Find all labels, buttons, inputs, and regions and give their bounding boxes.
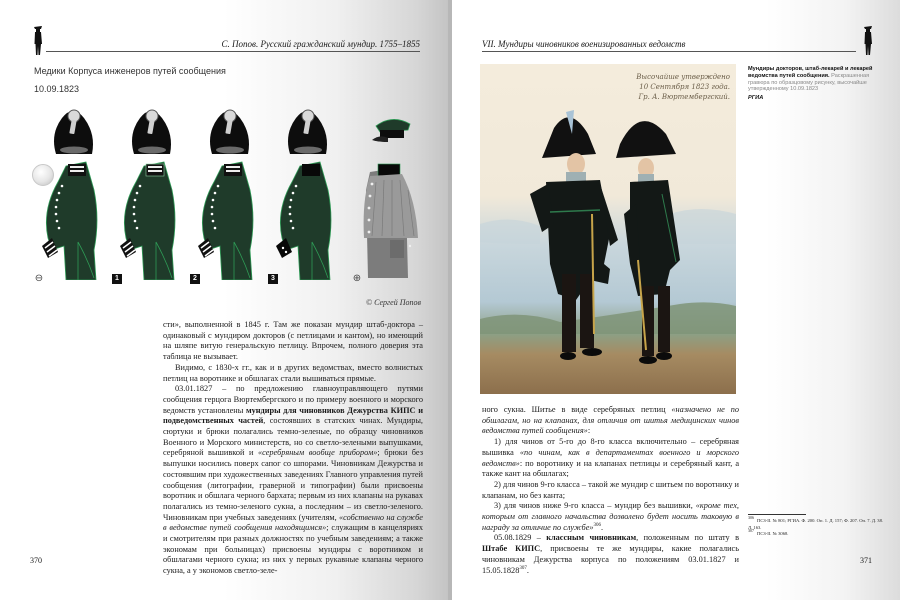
page-number: 371 <box>860 556 872 565</box>
figure-marker: ⊖ <box>34 273 44 284</box>
footnote-ref[interactable]: 306 <box>593 522 602 528</box>
uniform-figure <box>34 102 112 282</box>
greatcoat-icon <box>356 160 426 280</box>
paragraph: 2) для чинов 9-го класса – такой же мундир с шитьем по воротнику и клапанам, но без канта; <box>482 479 739 500</box>
footnote-ref[interactable]: 307 <box>519 565 527 571</box>
bicorne-hat-icon <box>204 104 254 158</box>
tailcoat-embroidered-icon <box>194 160 264 280</box>
paragraph: сти», выполненной в 1845 г. Там же показан мундир штаб-доктора – одинаковый с мундиром докторов (с петлицами и кантом), но имеющий на шляпе витую генеральскую петлицу. Впрочем, полного доверия эта таблица не вызывает. <box>163 320 423 362</box>
handwritten-inscription: Высочайше утверждено 10 Сентября 1823 года. Гр. А. Вюртембергский. <box>636 73 730 101</box>
bicorne-hat-icon <box>282 104 332 158</box>
left-page <box>0 0 448 600</box>
figure-date: 10.09.1823 <box>34 84 80 94</box>
uniform-figure <box>112 102 190 282</box>
footnotes <box>748 514 888 538</box>
uniform-figure <box>268 102 346 282</box>
caption-lead: Мундиры докторов, штаб-лекарей и лекарей ведомства путей сообщения. <box>748 66 873 79</box>
running-head-right <box>482 30 872 52</box>
header-rule <box>482 51 856 52</box>
footnote: $^{307}$ПСЗ-II. № 3068. <box>748 528 789 536</box>
paragraph: ного сукна. Шитье в виде серебряных петлиц «назначено не по обшлагам, но на клапанах, для отличия от шитья медицинских чинов ведомства путей сообщения»: <box>482 405 739 436</box>
running-head-left <box>30 30 420 52</box>
paragraph: 03.01.1827 – по предложению главноуправляющего путями сообщения герцога Вюртембергского и по примеру военного и морского ведомств установлены мундиры для чиновников Дежурства КИПС и подведомственных частей, состоявших в статских чинах. Мундиры, сюртуки и брюки полагались темно-зеленые, по образцу чиновников Военного и Морского министерств, но со светло-зелеными выпушками, серебряной вышивкой и «серебряным вообще прибором»; брюки без выпушки носились поверх сапог со шпорами. Чиновникам Дежурства и состоявшим при художественных заведениях Главного управления путей сообщения (литографии, граверной и типографии) были присвоены воротник и обшлага черного бархата; первым из них клапаны на рукавах полагались из темно-зеленого сукна, а последним – из светло-зеленого. Чиновникам при учебных заведениях (учителям, «собственно на службе в ведомстве путей сообщения находящимся»; служащим в канцеляриях и смотрителям при разных должностях по учебным заведениям; а также экономам при больницах) присвоены мундиры с воротником и обшлагами черного сукна; из них у первых рукавные клапаны черного сукна, а у экономов светло-зеле- <box>163 384 424 576</box>
footnote-rule <box>748 514 806 515</box>
figure-marker: 2 <box>190 274 200 284</box>
caption-source: РГИА <box>748 95 764 102</box>
figure-marker: ⊕ <box>352 273 362 284</box>
paragraph: 05.08.1829 – классным чиновникам, положенным по штату в Штабе КИПС, присвоены те же мундиры, какие полагались чиновникам Дежурства корпуса по положениям 03.01.1827 и 15.05.1828$^{307}$. <box>482 533 740 575</box>
caption-body: Раскрашенная гравюра по образцовому рисунку, высочайше утвержденному 10.09.1823 <box>748 72 870 93</box>
peaked-cap-icon <box>366 110 416 164</box>
engraving-illustration <box>480 64 736 394</box>
right-page <box>452 0 900 600</box>
tailcoat-plain-icon <box>272 160 342 280</box>
figure-title: Медики Корпуса инженеров путей сообщения <box>34 66 226 76</box>
paragraph: 3) для чинов ниже 9-го класса – мундир без вышивки, «кроме тех, которым от главного начальства дозволено будет носить таковую в награду за отличие по службе»$^{306}$. <box>482 501 739 532</box>
paragraph: 1) для чинов от 5-го до 8-го класса включительно – серебряная вышивка «по чинам, как в департаментах военного и морского ведомств»: по воротнику и на клапанах петлицы и серебряный кант, а также кант на обшлагах; <box>482 437 739 479</box>
two-officials-painting <box>480 64 736 394</box>
illustration-caption <box>748 66 888 102</box>
right-body-text <box>482 405 739 576</box>
footnote: $^{306}$ПСЗ-II. № 801; РГИА. Ф. 200. Оп. 1. Д. 157; Ф. 207. Оп. 7. Д. 38. Л. 163. <box>748 515 884 530</box>
header-rule <box>46 51 420 52</box>
tailcoat-embroidered-icon <box>116 160 186 280</box>
paragraph: Видимо, с 1830-х гг., как и в других ведомствах, вместо волнистых петлиц на воротнике и обшлагах стали вышиваться прямые. <box>163 362 423 383</box>
bicorne-hat-icon <box>48 104 98 158</box>
greatcoat-figure <box>352 102 430 282</box>
figure-silhouette-icon <box>862 24 874 56</box>
uniform-plate <box>34 102 434 282</box>
bicorne-hat-icon <box>126 104 176 158</box>
uniform-figure <box>190 102 268 282</box>
figure-marker: 3 <box>268 274 278 284</box>
page-number: 370 <box>30 556 42 565</box>
figure-marker: 1 <box>112 274 122 284</box>
tailcoat-embroidered-icon <box>38 160 108 280</box>
illustration-copyright: © Сергей Попов <box>366 298 421 307</box>
left-body-text <box>163 320 423 577</box>
running-head-title: С. Попов. Русский гражданский мундир. 1755–1855 <box>221 39 420 49</box>
running-head-title: VII. Мундиры чиновников военизированных ведомств <box>482 39 686 49</box>
